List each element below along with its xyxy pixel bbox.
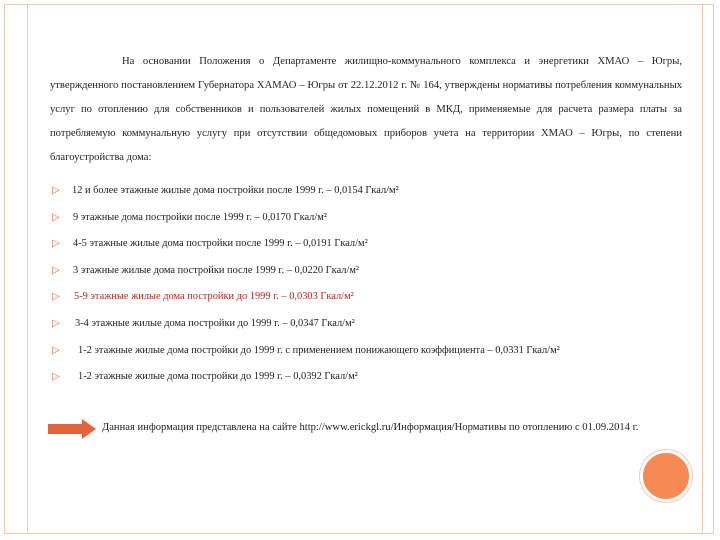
norms-list <box>52 178 692 391</box>
triangle-bullet-icon: ▷ <box>52 264 60 276</box>
list-item <box>52 205 692 232</box>
intro-paragraph <box>50 50 682 170</box>
list-item <box>52 364 692 391</box>
list-item-text: 9 этажные дома постройки после 1999 г. – 0,0170 Гкал/м² <box>73 211 327 223</box>
triangle-bullet-icon: ▷ <box>52 317 60 329</box>
triangle-bullet-icon: ▷ <box>52 371 60 383</box>
right-rail-line <box>702 5 703 533</box>
list-item-text: 1-2 этажные жилые дома постройки до 1999 г. – 0,0392 Гкал/м² <box>78 371 358 383</box>
intro-text: На основании Положения о Департаменте жилищно-коммунального комплекса и энергетики ХМАО – Югры, утвержденного постановлением Губернатора ХАМАО – Югры от 22.12.2012 г. № 164, утверждены нормативы потребления коммунальных услуг по отоплению для собственников и пользователей жилых помещений в МКД, применяемые для расчета размера платы за потребляемую коммунальную услугу при отсутствии общедомовых приборов учета на территории ХМАО – Югры, по степени благоустройства дома: <box>50 56 682 163</box>
list-item <box>52 338 692 365</box>
list-item-text: 1-2 этажные жилые дома постройки до 1999 г. с применением понижающего коэффициента – 0,0331 Гкал/м² <box>78 344 560 356</box>
triangle-bullet-icon: ▷ <box>52 211 60 223</box>
triangle-bullet-icon: ▷ <box>52 238 60 250</box>
list-item-text: 4-5 этажные жилые дома постройки после 1999 г. – 0,0191 Гкал/м² <box>73 238 368 250</box>
list-item <box>52 258 692 285</box>
list-item-text: 12 и более этажные жилые дома постройки после 1999 г. – 0,0154 Гкал/м² <box>72 185 399 196</box>
list-item <box>52 311 692 338</box>
source-note <box>48 416 684 440</box>
triangle-bullet-icon: ▷ <box>52 185 60 196</box>
list-item <box>52 231 692 258</box>
triangle-bullet-icon: ▷ <box>52 344 60 356</box>
source-note-text: Данная информация представлена на сайте http://www.erickgl.ru/Информация/Нормативы по отоплению с 01.09.2014 г. <box>102 422 639 433</box>
list-item-text: 5-9 этажные жилые дома постройки до 1999 г. – 0,0303 Гкал/м² <box>74 291 354 303</box>
left-rail-line <box>27 5 28 533</box>
list-item-text: 3 этажные жилые дома постройки после 1999 г. – 0,0220 Гкал/м² <box>73 264 360 276</box>
triangle-bullet-icon: ▷ <box>52 291 60 303</box>
list-item-highlighted <box>52 284 692 311</box>
list-item <box>52 178 692 205</box>
decorative-orange-circle <box>640 450 692 502</box>
list-item-text: 3-4 этажные жилые дома постройки до 1999 г. – 0,0347 Гкал/м² <box>75 317 355 329</box>
